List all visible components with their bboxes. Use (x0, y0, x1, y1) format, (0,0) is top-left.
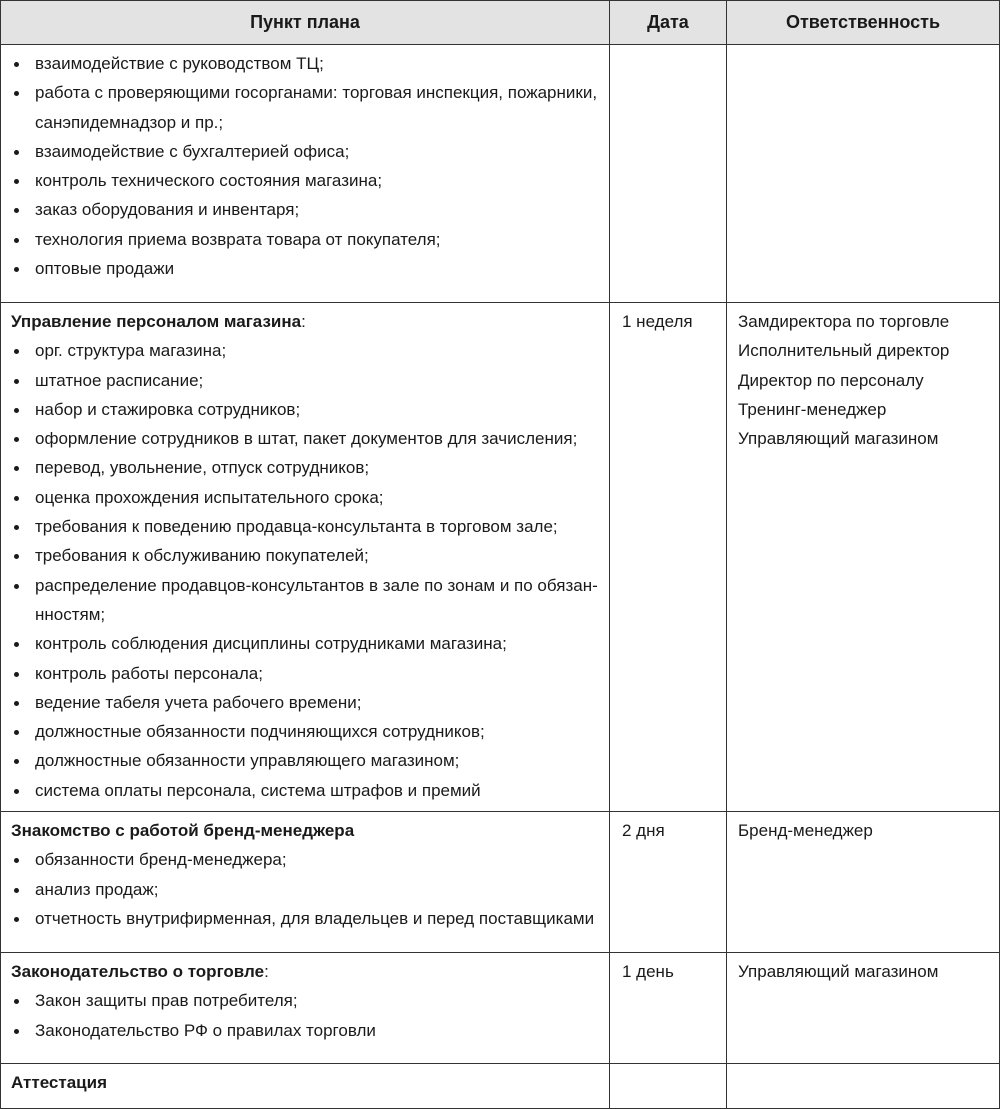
section-title: Законодательство о торговле: (11, 962, 269, 982)
date-value: 2 дня (622, 821, 665, 841)
list-item: контроль соблюдения дисциплины сотрудниками магазина; (11, 629, 599, 658)
list-item: оптовые продажи (11, 254, 599, 283)
list-item: обязанности бренд-менеджера; (11, 845, 599, 874)
list-item: набор и стажировка сотрудников; (11, 395, 599, 424)
responsible-person: Бренд-менеджер (738, 821, 873, 841)
responsible-person: Тренинг-менеджер (738, 399, 887, 419)
responsible-person: Управляющий магазином (738, 962, 939, 982)
list-item: заказ оборудования и инвентаря; (11, 195, 599, 224)
column-header-responsibility: Ответственность (727, 1, 1000, 45)
section-title: Знакомство с работой бренд-менеджера (11, 821, 355, 841)
table-row (1, 953, 1000, 1064)
plan-item-cell (1, 812, 610, 953)
plan-item-cell (1, 45, 610, 303)
column-header-date: Дата (610, 1, 727, 45)
table-row (1, 1064, 1000, 1109)
date-value: 1 день (622, 962, 674, 982)
date-cell (610, 1064, 727, 1109)
list-item: система оплаты персонала, система штрафов и премий (11, 776, 599, 805)
list-item: технология приема возврата товара от покупателя; (11, 225, 599, 254)
responsible-person: Замдиректора по торговле (738, 312, 950, 331)
date-cell (610, 45, 727, 303)
list-item: Закон защиты прав потребителя; (11, 986, 599, 1015)
responsibility-cell (727, 45, 1000, 303)
list-item: распределение продавцов-консультантов в зале по зонам и по обязан- нностям; (11, 571, 599, 630)
list-item: работа с проверяющими госорганами: торговая инспекция, пожарники, санэпидемнадзор и пр.; (11, 78, 599, 137)
section-title: Управление персоналом магазина: (11, 312, 306, 331)
list-item: взаимодействие с руководством ТЦ; (11, 49, 599, 78)
table-row (1, 45, 1000, 303)
list-item: оценка прохождения испытательного срока; (11, 483, 599, 512)
list-item: должностные обязанности управляющего магазином; (11, 746, 599, 775)
plan-item-cell (1, 953, 610, 1064)
plan-item-cell (1, 1064, 610, 1109)
date-value: 1 неделя (622, 312, 693, 331)
column-header-item: Пункт плана (1, 1, 610, 45)
date-cell (610, 303, 727, 812)
date-cell (610, 812, 727, 953)
list-item: ведение табеля учета рабочего времени; (11, 688, 599, 717)
list-item: штатное расписание; (11, 366, 599, 395)
list-item: орг. структура магазина; (11, 336, 599, 365)
list-item: взаимодействие с бухгалтерией офиса; (11, 137, 599, 166)
responsibility-cell (727, 303, 1000, 812)
responsibility-cell (727, 812, 1000, 953)
table-header-row (1, 1, 1000, 45)
list-item: оформление сотрудников в штат, пакет документов для зачисления; (11, 424, 599, 453)
list-item: требования к обслуживанию покупателей; (11, 541, 599, 570)
responsibility-cell (727, 1064, 1000, 1109)
list-item: анализ продаж; (11, 875, 599, 904)
list-item: перевод, увольнение, отпуск сотрудников; (11, 453, 599, 482)
list-item: контроль работы персонала; (11, 659, 599, 688)
list-item: требования к поведению продавца-консультанта в торговом зале; (11, 512, 599, 541)
responsible-person: Исполнительный директор (738, 341, 950, 361)
responsible-person: Директор по персоналу (738, 370, 924, 390)
list-item: отчетность внутрифирменная, для владельцев и перед поставщиками (11, 904, 599, 933)
date-cell (610, 953, 727, 1064)
table-row (1, 812, 1000, 953)
list-item: должностные обязанности подчиняющихся сотрудников; (11, 717, 599, 746)
section-title: Аттестация (11, 1073, 107, 1093)
table-row (1, 303, 1000, 812)
list-item: контроль технического состояния магазина; (11, 166, 599, 195)
responsibility-cell (727, 953, 1000, 1064)
responsible-person: Управляющий магазином (738, 429, 939, 449)
list-item: Законодательство РФ о правилах торговли (11, 1016, 599, 1045)
plan-item-cell (1, 303, 610, 812)
